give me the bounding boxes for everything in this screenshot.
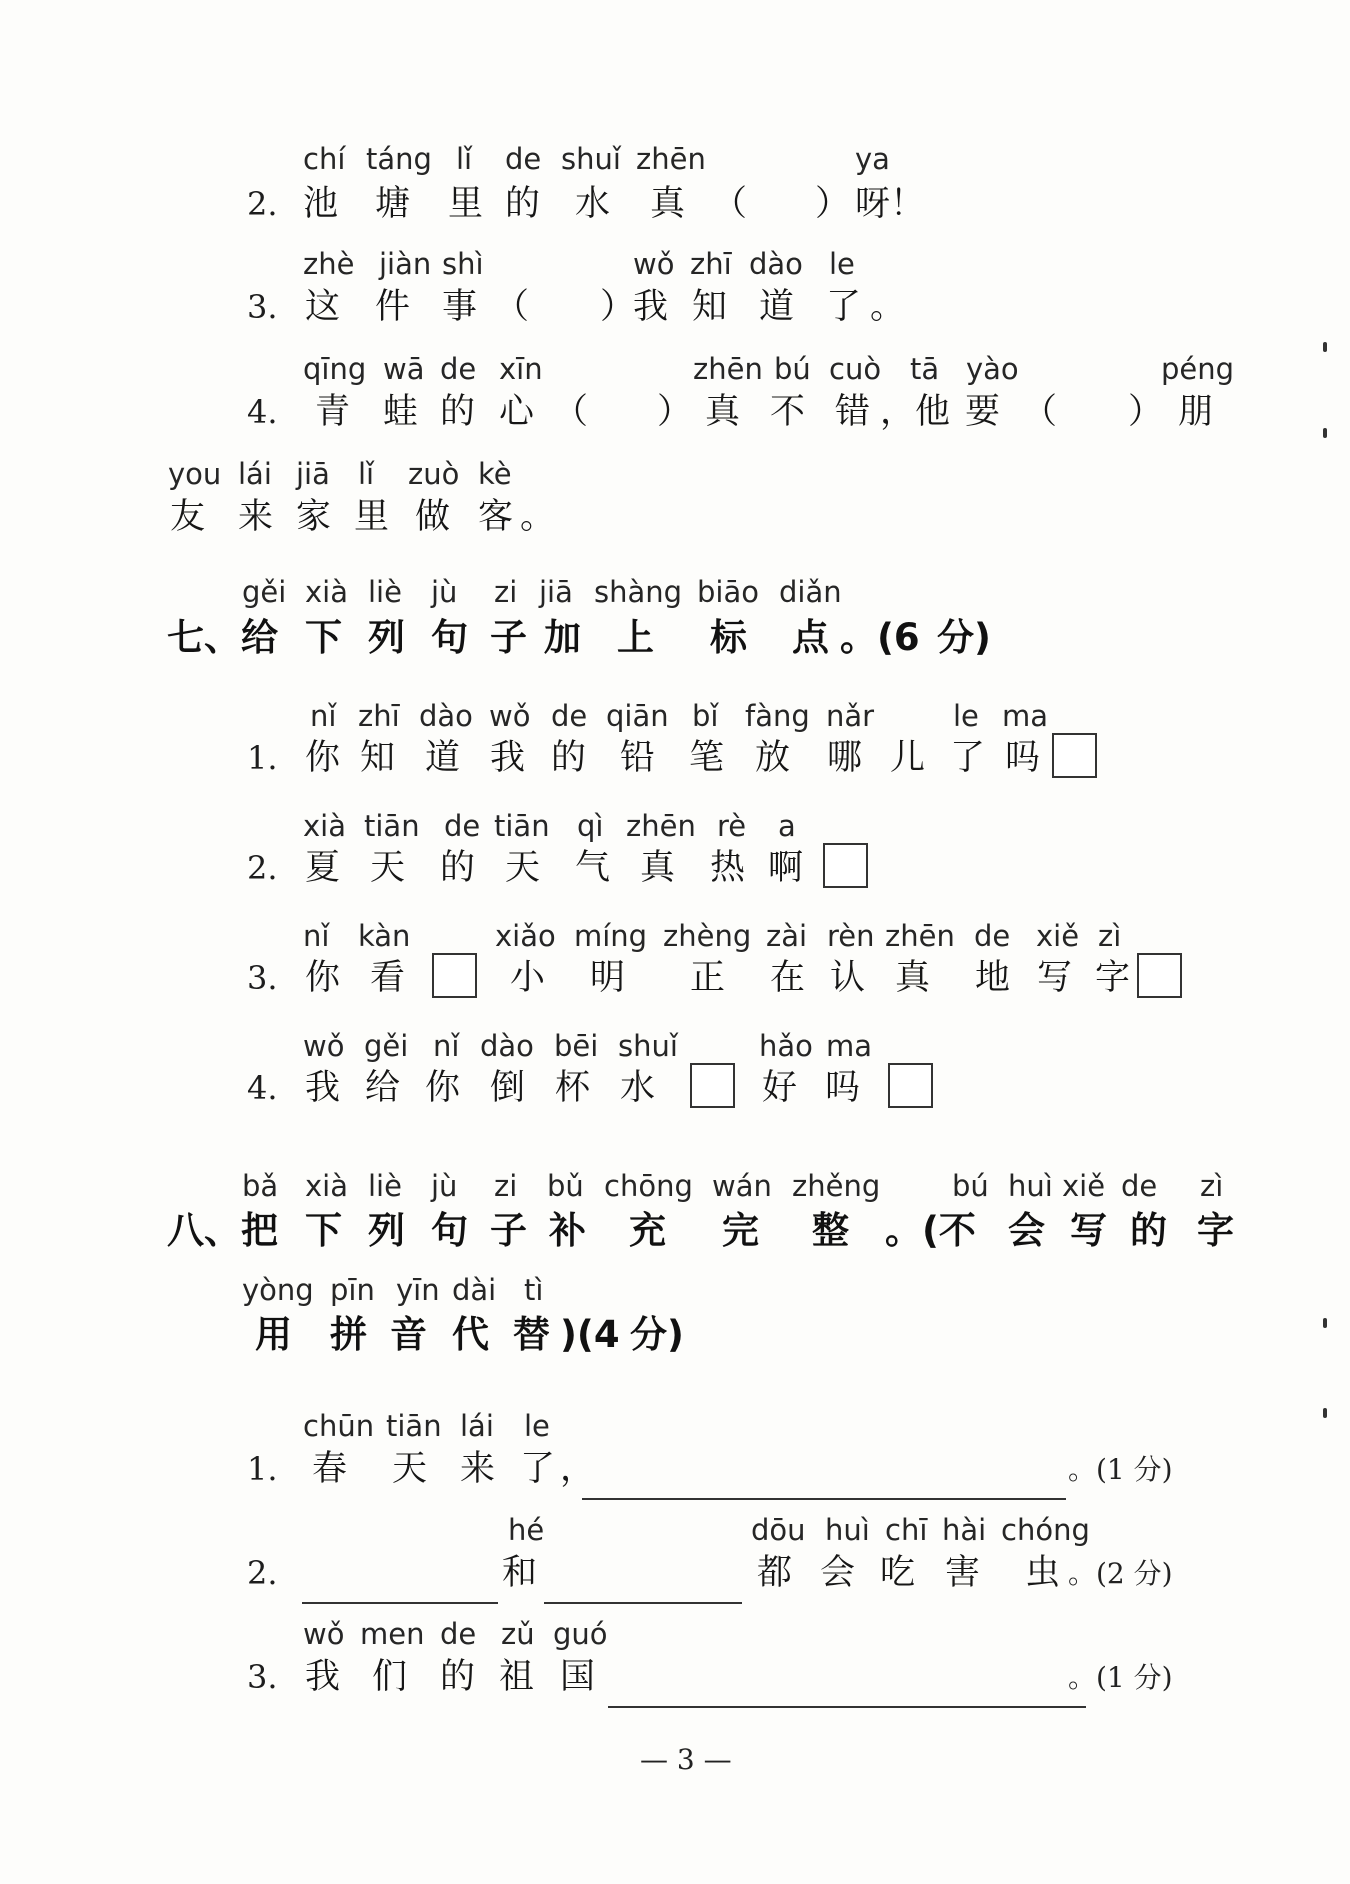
pinyin: de xyxy=(444,809,481,843)
pinyin: cuò xyxy=(829,352,882,386)
hanzi: 我 xyxy=(633,287,669,327)
pinyin: bǎ xyxy=(242,1169,279,1203)
hanzi: 笔 xyxy=(689,738,725,778)
pinyin: wǒ xyxy=(489,699,531,733)
pinyin: ma xyxy=(1002,699,1049,733)
hanzi: 。 xyxy=(870,287,906,327)
hanzi: 地 xyxy=(975,958,1011,998)
pinyin: rè xyxy=(717,809,747,843)
heading-text: 子 xyxy=(490,1209,527,1252)
pinyin: guó xyxy=(553,1617,608,1651)
question-number: 4. xyxy=(247,1069,278,1107)
question-number: 3. xyxy=(247,1658,278,1696)
pinyin: de xyxy=(440,352,477,386)
paren-close: ） xyxy=(1128,392,1164,432)
pinyin: bǐ xyxy=(692,699,719,733)
hanzi: 你 xyxy=(425,1068,461,1108)
pinyin: qīng xyxy=(303,352,367,386)
heading-text: 加 xyxy=(544,616,581,659)
pinyin: wǒ xyxy=(303,1029,345,1063)
pinyin: dài xyxy=(452,1273,497,1307)
pinyin: jù xyxy=(431,1169,458,1203)
hanzi: 认 xyxy=(830,958,866,998)
hanzi: 这 xyxy=(305,287,341,327)
pinyin: men xyxy=(360,1617,425,1651)
hanzi: 知 xyxy=(692,287,728,327)
answer-blank[interactable] xyxy=(608,1706,1086,1708)
score-note: 。(1 分) xyxy=(1068,1661,1173,1694)
punctuation-box[interactable] xyxy=(432,953,477,998)
question-number: 2. xyxy=(247,849,278,887)
pinyin: kè xyxy=(478,457,512,491)
pinyin: zài xyxy=(766,919,808,953)
answer-blank[interactable] xyxy=(302,1602,498,1604)
pinyin: nǎr xyxy=(826,699,875,733)
hanzi: 国 xyxy=(560,1657,596,1697)
pinyin: wán xyxy=(712,1169,772,1203)
hanzi: 了 xyxy=(950,738,986,778)
hanzi: 的 xyxy=(551,738,587,778)
pinyin: gěi xyxy=(242,575,287,609)
paren-close: ） xyxy=(657,392,693,432)
pinyin: de xyxy=(1121,1169,1158,1203)
pinyin: huì xyxy=(825,1513,870,1547)
pinyin: qiān xyxy=(606,699,669,733)
pinyin: nǐ xyxy=(433,1029,460,1063)
heading-text: 字 xyxy=(1197,1209,1234,1252)
pinyin: chūn xyxy=(303,1409,375,1443)
pinyin: dào xyxy=(749,247,803,281)
hanzi: 我 xyxy=(305,1657,341,1697)
punctuation-box[interactable] xyxy=(690,1063,735,1108)
hanzi: 放 xyxy=(755,738,791,778)
hanzi: 心 xyxy=(499,392,535,432)
pinyin: míng xyxy=(574,919,648,953)
heading-text: 代 xyxy=(452,1313,489,1356)
pinyin: tiān xyxy=(386,1409,442,1443)
heading-text: 拼 xyxy=(330,1313,367,1356)
hanzi: 错 xyxy=(835,392,871,432)
heading-text: 音 xyxy=(390,1313,427,1356)
heading-text: 下 xyxy=(305,1209,342,1252)
pinyin: zhěng xyxy=(792,1169,881,1203)
pinyin: tiān xyxy=(494,809,550,843)
pinyin: zhēn xyxy=(636,142,706,176)
hanzi: 不 xyxy=(770,392,806,432)
question-number: 4. xyxy=(247,393,278,431)
punctuation-box[interactable] xyxy=(1137,953,1182,998)
pinyin: shuǐ xyxy=(561,142,621,176)
heading-text: 八、把 xyxy=(167,1209,278,1252)
pinyin: nǐ xyxy=(303,919,330,953)
page-number: — 3 — xyxy=(640,1743,732,1776)
hanzi: 都 xyxy=(757,1553,793,1593)
hanzi: 真 xyxy=(705,392,741,432)
pinyin: hé xyxy=(508,1513,545,1547)
pinyin: táng xyxy=(366,142,432,176)
hanzi: 小 xyxy=(510,958,546,998)
pinyin: lái xyxy=(460,1409,494,1443)
hanzi: 呀 xyxy=(855,184,891,224)
heading-text: 完 xyxy=(722,1209,759,1252)
hanzi: 做 xyxy=(415,497,451,537)
hanzi: 来 xyxy=(460,1449,496,1489)
pinyin: rèn xyxy=(827,919,875,953)
hanzi: 道 xyxy=(759,287,795,327)
question-number: 1. xyxy=(247,1450,278,1488)
pinyin: kàn xyxy=(358,919,411,953)
pinyin: le xyxy=(829,247,855,281)
pinyin: wǒ xyxy=(633,247,675,281)
heading-text: 充 xyxy=(629,1209,666,1252)
pinyin: biāo xyxy=(697,575,759,609)
paren-open: （ xyxy=(1022,392,1058,432)
pinyin: le xyxy=(524,1409,550,1443)
hanzi: 了 xyxy=(520,1449,556,1489)
hanzi: 我 xyxy=(305,1068,341,1108)
heading-text: 的 xyxy=(1130,1209,1167,1252)
score-note: 。(1 分) xyxy=(1068,1453,1173,1486)
heading-text: 列 xyxy=(368,616,405,659)
pinyin: ya xyxy=(855,142,890,176)
hanzi: 塘 xyxy=(375,184,411,224)
hanzi: 看 xyxy=(370,958,406,998)
hanzi: ，他 xyxy=(880,392,951,432)
heading-text: 列 xyxy=(368,1209,405,1252)
pinyin: de xyxy=(505,142,542,176)
pinyin: shì xyxy=(442,247,484,281)
pinyin: gěi xyxy=(364,1029,409,1063)
hanzi: 知 xyxy=(360,738,396,778)
pinyin: tiān xyxy=(364,809,420,843)
hanzi: 来 xyxy=(238,497,274,537)
heading-text: 会 xyxy=(1008,1209,1045,1252)
hanzi: 会 xyxy=(820,1553,856,1593)
heading-text: 分) xyxy=(630,1313,684,1356)
hanzi: 的 xyxy=(440,1657,476,1697)
pinyin: xiě xyxy=(1036,919,1080,953)
hanzi: 正 xyxy=(690,958,726,998)
hanzi: ， xyxy=(560,1449,596,1489)
hanzi: 真 xyxy=(895,958,931,998)
pinyin: zì xyxy=(1200,1169,1224,1203)
hanzi: 热 xyxy=(710,848,746,888)
hanzi: 事 xyxy=(442,287,478,327)
pinyin: pīn xyxy=(330,1273,375,1307)
heading-text: 写 xyxy=(1070,1209,1107,1252)
pinyin: xià xyxy=(305,1169,348,1203)
heading-text: 句 xyxy=(431,616,468,659)
hanzi: 气 xyxy=(575,848,611,888)
pinyin: zhèng xyxy=(663,919,752,953)
heading-text: 七、给 xyxy=(167,616,278,659)
scan-speck xyxy=(1323,428,1327,438)
hanzi: 啊 xyxy=(768,848,804,888)
pinyin: jiā xyxy=(539,575,573,609)
scan-speck xyxy=(1323,1318,1327,1328)
pinyin: zì xyxy=(1098,919,1122,953)
answer-blank[interactable] xyxy=(544,1602,742,1604)
heading-text: 替 xyxy=(513,1313,550,1356)
hanzi: 天 xyxy=(505,848,541,888)
pinyin: le xyxy=(953,699,979,733)
hanzi: 青 xyxy=(315,392,351,432)
pinyin: lǐ xyxy=(456,142,473,176)
pinyin: chī xyxy=(885,1513,928,1547)
hanzi: 在 xyxy=(770,958,806,998)
hanzi: 吗 xyxy=(1005,738,1041,778)
pinyin: yòng xyxy=(242,1273,314,1307)
hanzi: 哪 xyxy=(827,738,863,778)
pinyin: tì xyxy=(524,1273,544,1307)
scan-speck xyxy=(1323,1408,1327,1418)
pinyin: zhēn xyxy=(626,809,696,843)
heading-text: 分) xyxy=(937,616,991,659)
pinyin: zhēn xyxy=(885,919,955,953)
pinyin: shàng xyxy=(594,575,683,609)
pinyin: diǎn xyxy=(779,575,842,609)
pinyin: a xyxy=(778,809,796,843)
hanzi: 池 xyxy=(303,184,339,224)
hanzi: 的 xyxy=(440,848,476,888)
punctuation-box[interactable] xyxy=(1052,733,1097,778)
hanzi: 写 xyxy=(1037,958,1073,998)
question-number: 1. xyxy=(247,739,278,777)
hanzi: 明 xyxy=(590,958,626,998)
hanzi: 我 xyxy=(490,738,526,778)
pinyin: de xyxy=(974,919,1011,953)
pinyin: nǐ xyxy=(310,699,337,733)
hanzi: 好 xyxy=(762,1068,798,1108)
hanzi: 道 xyxy=(425,738,461,778)
hanzi: 朋 xyxy=(1178,392,1214,432)
hanzi: 的 xyxy=(440,392,476,432)
hanzi: 给 xyxy=(365,1068,401,1108)
pinyin: liè xyxy=(368,575,402,609)
hanzi: 倒 xyxy=(490,1068,526,1108)
hanzi: 你 xyxy=(305,958,341,998)
pinyin: wǒ xyxy=(303,1617,345,1651)
heading-text: 标 xyxy=(710,616,747,659)
hanzi: 铅 xyxy=(620,738,656,778)
pinyin: dào xyxy=(480,1029,534,1063)
pinyin: yào xyxy=(966,352,1019,386)
hanzi: 夏 xyxy=(305,848,341,888)
pinyin: fàng xyxy=(745,699,810,733)
hanzi: 吗 xyxy=(825,1068,861,1108)
hanzi: 家 xyxy=(296,497,332,537)
hanzi: 春 xyxy=(312,1449,348,1489)
hanzi: 们 xyxy=(372,1657,408,1697)
pinyin: ma xyxy=(826,1029,873,1063)
pinyin: jiā xyxy=(296,457,330,491)
pinyin: xià xyxy=(303,809,346,843)
hanzi: 蛙 xyxy=(383,392,419,432)
pinyin: shuǐ xyxy=(618,1029,678,1063)
pinyin: péng xyxy=(1161,352,1235,386)
hanzi: 友 xyxy=(170,497,206,537)
heading-text: 点 xyxy=(792,616,829,659)
heading-text: 整 xyxy=(812,1209,849,1252)
punctuation-box[interactable] xyxy=(823,843,868,888)
pinyin: lǐ xyxy=(358,457,375,491)
hanzi: 天 xyxy=(392,1449,428,1489)
score-note: 。(2 分) xyxy=(1068,1557,1173,1590)
pinyin: zhī xyxy=(690,247,732,281)
question-number: 3. xyxy=(247,288,278,326)
pinyin: lái xyxy=(238,457,272,491)
heading-text: 用 xyxy=(255,1313,292,1356)
hanzi: 字 xyxy=(1095,958,1131,998)
pinyin: bú xyxy=(774,352,811,386)
question-number: 2. xyxy=(247,185,278,223)
heading-text: 下 xyxy=(305,616,342,659)
pinyin: bú xyxy=(952,1169,989,1203)
hanzi: 件 xyxy=(375,287,411,327)
pinyin: jiàn xyxy=(379,247,432,281)
hanzi: 和 xyxy=(502,1553,538,1593)
pinyin: bēi xyxy=(554,1029,599,1063)
scan-speck xyxy=(1323,342,1327,352)
pinyin: xiě xyxy=(1062,1169,1106,1203)
pinyin: zuò xyxy=(408,457,460,491)
hanzi: 真 xyxy=(640,848,676,888)
pinyin: chōng xyxy=(604,1169,693,1203)
hanzi: 天 xyxy=(370,848,406,888)
hanzi: 你 xyxy=(305,738,341,778)
hanzi: 虫 xyxy=(1025,1553,1061,1593)
hanzi: 真 xyxy=(650,184,686,224)
pinyin: jù xyxy=(431,575,458,609)
question-number: 2. xyxy=(247,1554,278,1592)
pinyin: zhēn xyxy=(693,352,763,386)
pinyin: xià xyxy=(305,575,348,609)
hanzi: 儿 xyxy=(890,738,926,778)
pinyin: zhè xyxy=(303,247,355,281)
heading-text: 子 xyxy=(490,616,527,659)
pinyin: zi xyxy=(494,575,518,609)
pinyin: de xyxy=(440,1617,477,1651)
pinyin: zi xyxy=(494,1169,518,1203)
hanzi: 害 xyxy=(945,1553,981,1593)
hanzi: 杯 xyxy=(555,1068,591,1108)
question-number: 3. xyxy=(247,959,278,997)
pinyin: chí xyxy=(303,142,346,176)
hanzi: 里 xyxy=(448,184,484,224)
paren-open: （ xyxy=(712,184,748,224)
heading-text: )(4 xyxy=(560,1313,620,1356)
pinyin: de xyxy=(551,699,588,733)
answer-blank[interactable] xyxy=(582,1498,1066,1500)
hanzi: 。 xyxy=(520,497,556,537)
pinyin: hǎo xyxy=(759,1029,813,1063)
pinyin: you xyxy=(168,457,222,491)
pinyin: zǔ xyxy=(501,1617,535,1651)
paren-open: （ xyxy=(494,287,530,327)
pinyin: zhī xyxy=(358,699,400,733)
hanzi: 里 xyxy=(354,497,390,537)
paren-open: （ xyxy=(553,392,589,432)
pinyin: hài xyxy=(942,1513,987,1547)
hanzi: 祖 xyxy=(499,1657,535,1697)
pinyin: xiǎo xyxy=(495,919,556,953)
pinyin: huì xyxy=(1008,1169,1053,1203)
hanzi: 水 xyxy=(575,184,611,224)
pinyin: liè xyxy=(368,1169,402,1203)
pinyin: tā xyxy=(910,352,940,386)
paren-close: ） xyxy=(815,184,851,224)
heading-text: 。(6 xyxy=(840,616,920,659)
punctuation-box[interactable] xyxy=(888,1063,933,1108)
hanzi: 了 xyxy=(826,287,862,327)
hanzi: 水 xyxy=(620,1068,656,1108)
pinyin: chóng xyxy=(1001,1513,1090,1547)
heading-text: 上 xyxy=(617,616,654,659)
hanzi: 吃 xyxy=(880,1553,916,1593)
hanzi: 要 xyxy=(965,392,1001,432)
heading-text: 补 xyxy=(549,1209,586,1252)
pinyin: wā xyxy=(383,352,425,386)
paren-close: ） xyxy=(600,287,636,327)
hanzi: 的 xyxy=(505,184,541,224)
heading-text: 。(不 xyxy=(885,1209,976,1252)
pinyin: qì xyxy=(577,809,604,843)
pinyin: dōu xyxy=(751,1513,806,1547)
pinyin: bǔ xyxy=(547,1169,584,1203)
heading-text: 句 xyxy=(431,1209,468,1252)
hanzi: ！ xyxy=(890,184,926,224)
hanzi: 客 xyxy=(478,497,514,537)
pinyin: dào xyxy=(419,699,473,733)
pinyin: xīn xyxy=(499,352,543,386)
pinyin: yīn xyxy=(396,1273,440,1307)
